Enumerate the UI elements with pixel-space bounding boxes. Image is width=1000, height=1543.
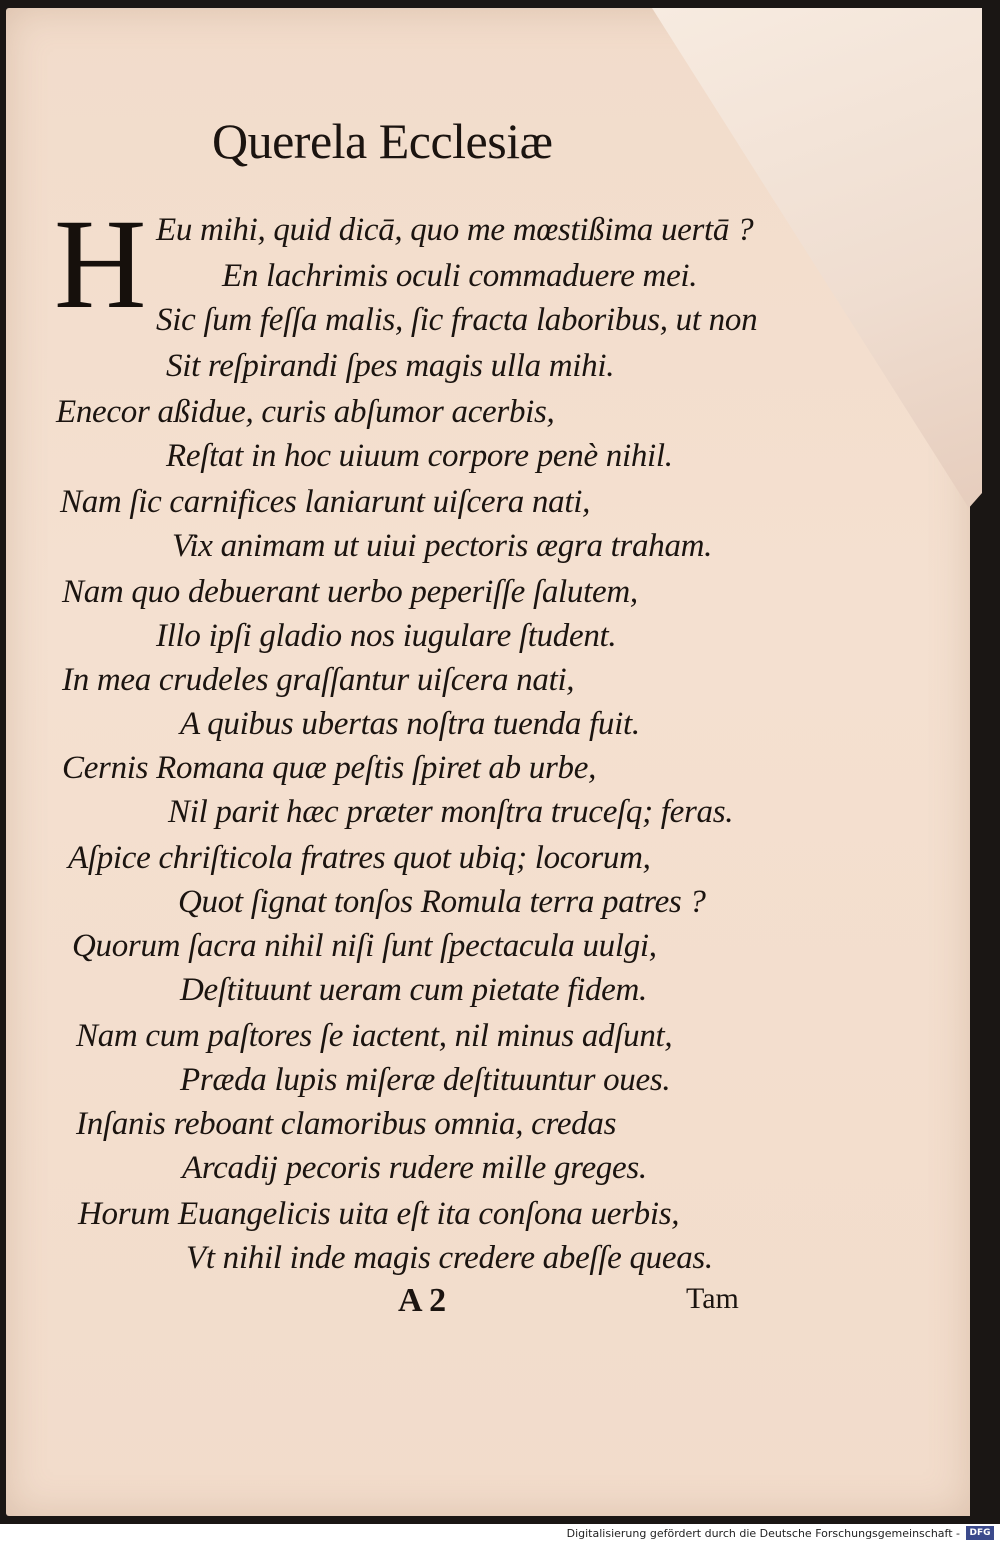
verse-line: Inſanis reboant clamoribus omnia, credas [76, 1106, 617, 1142]
verse-line: En lachrimis oculi commaduere mei. [222, 258, 698, 294]
verse-line: Enecor aßidue, curis abſumor acerbis, [56, 394, 555, 430]
verse-line: Arcadij pecoris rudere mille greges. [182, 1150, 647, 1186]
verse-line: Nam cum paſtores ſe iactent, nil minus adſunt, [76, 1018, 673, 1054]
verse-line: Nil parit hæc præter monſtra truceſq; feras. [168, 794, 734, 830]
verse-line: Horum Euangelicis uita eſt ita conſona uerbis, [78, 1196, 680, 1232]
signature-mark: A 2 [398, 1282, 447, 1319]
verse-line: Præda lupis miſeræ deſtituuntur oues. [180, 1062, 671, 1098]
verse-line: Aſpice chriſticola fratres quot ubiq; locorum, [68, 840, 651, 876]
verse-line: In mea crudeles graſſantur uiſcera nati, [62, 662, 575, 698]
verse-line: Vix animam ut uiui pectoris ægra traham. [172, 528, 713, 564]
verse-line: Vt nihil inde magis credere abeſſe queas. [186, 1240, 713, 1276]
verse-line: A quibus ubertas noſtra tuenda fuit. [180, 706, 640, 742]
dfg-logo: DFG [966, 1526, 994, 1540]
verse-line: Quorum ſacra nihil niſi ſunt ſpectacula uulgi, [72, 928, 657, 964]
verse-line: Deſtituunt ueram cum pietate fidem. [180, 972, 647, 1008]
verse-line: Sic ſum feſſa malis, ſic fracta laboribus, ut non [156, 302, 758, 338]
verse-line: Nam ſic carnifices laniarunt uiſcera nati, [60, 484, 591, 520]
verse-line: Nam quo debuerant uerbo peperiſſe ſalutem, [62, 574, 638, 610]
credit-bar [0, 1524, 1000, 1543]
verse-line: Reſtat in hoc uiuum corpore penè nihil. [166, 438, 673, 474]
verse-line: Sit reſpirandi ſpes magis ulla mihi. [166, 348, 615, 384]
credit-text: Digitalisierung gefördert durch die Deutsche Forschungsgemeinschaft - [566, 1527, 960, 1540]
verse-line: Illo ipſi gladio nos iugulare ſtudent. [156, 618, 617, 654]
page-title: Querela Ecclesiæ [212, 113, 553, 169]
verse-line: Cernis Romana quæ peſtis ſpiret ab urbe, [62, 750, 597, 786]
verse-line: Quot ſignat tonſos Romula terra patres ? [178, 884, 706, 920]
catchword: Tam [686, 1282, 739, 1315]
verse-line: Eu mihi, quid dicā, quo me mœstißima uertā ? [156, 212, 754, 248]
drop-initial: H [54, 193, 147, 335]
